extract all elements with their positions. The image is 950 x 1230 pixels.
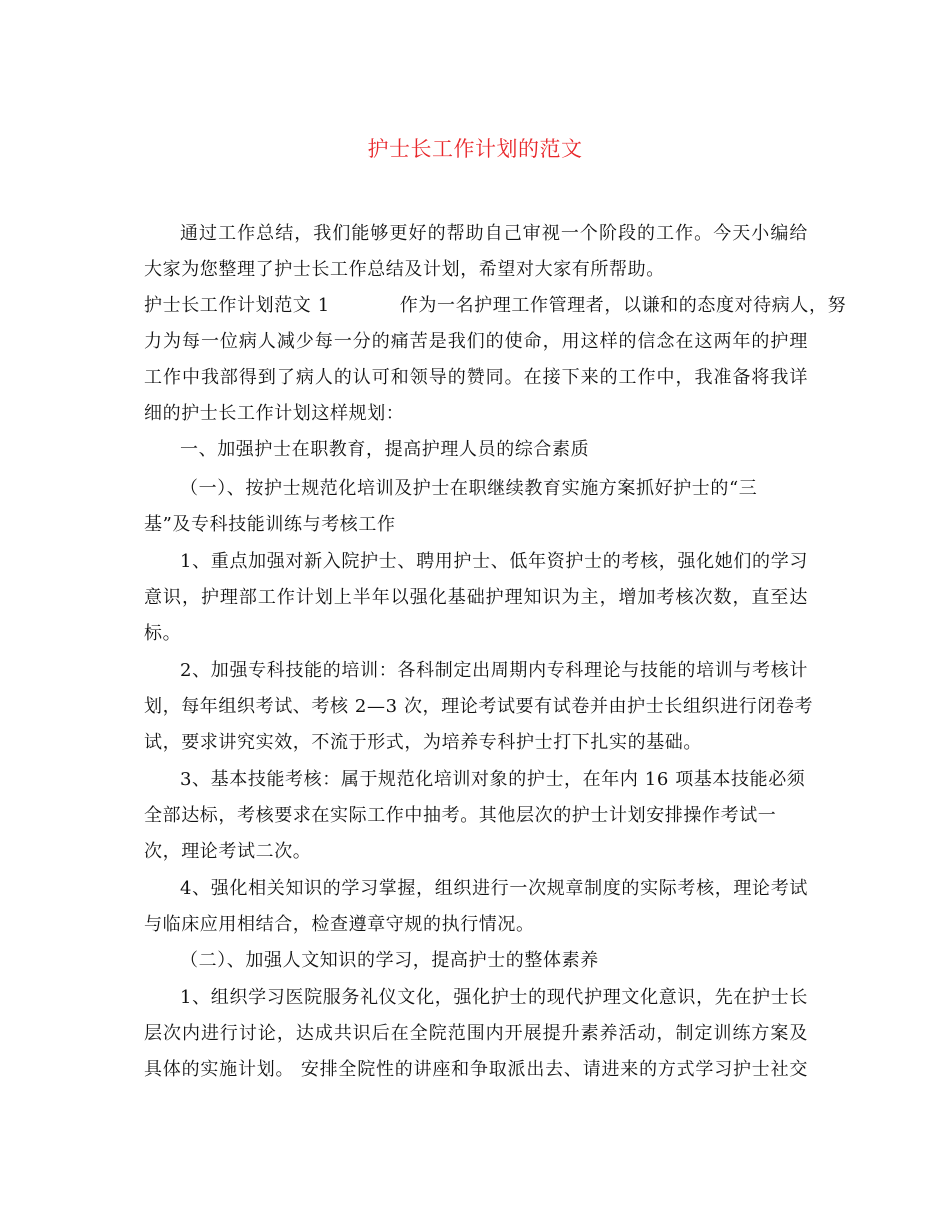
subsection-heading-cont: 基”及专科技能训练与考核工作 xyxy=(144,514,396,535)
paragraph-line: 力为每一位病人减少每一分的痛苦是我们的使命，用这样的信念在这两年的护理 xyxy=(144,331,808,352)
paragraph-line: 与临床应用相结合，检查遵章守规的执行情况。 xyxy=(144,914,535,935)
section-heading-inline: 护士长工作计划范文 1 xyxy=(144,295,330,316)
paragraph-line: 大家为您整理了护士长工作总结及计划，希望对大家有所帮助。 xyxy=(144,259,665,280)
paragraph-line: 通过工作总结，我们能够更好的帮助自己审视一个阶段的工作。今天小编给 xyxy=(180,223,808,244)
document-title: 护士长工作计划的范文 xyxy=(367,137,583,161)
paragraph-line: 1、组织学习医院服务礼仪文化，强化护士的现代护理文化意识，先在护士长 xyxy=(180,987,808,1008)
paragraph-line: 试，要求讲究实效，不流于形式，为培养专科护士打下扎实的基础。 xyxy=(144,732,702,753)
paragraph-line: 工作中我部得到了病人的认可和领导的赞同。在接下来的工作中，我准备将我详 xyxy=(144,367,808,388)
paragraph-line: 标。 xyxy=(144,623,182,644)
subsection-heading: （二）、加强人文知识的学习，提高护士的整体素养 xyxy=(180,950,599,971)
paragraph-line: 次，理论考试二次。 xyxy=(144,841,312,862)
section-heading: 一、加强护士在职教育，提高护理人员的综合素质 xyxy=(180,439,590,460)
paragraph-line: 3、基本技能考核：属于规范化培训对象的护士，在年内 16 项基本技能必须 xyxy=(180,769,806,790)
paragraph-line: 意识，护理部工作计划上半年以强化基础护理知识为主，增加考核次数，直至达 xyxy=(144,587,808,608)
subsection-heading: （一）、按护士规范化培训及护士在职继续教育实施方案抓好护士的“三 xyxy=(180,478,758,499)
paragraph-line: 划，每年组织考试、考核 2—3 次，理论考试要有试卷并由护士长组织进行闭卷考 xyxy=(144,696,814,717)
paragraph-line: 4、强化相关知识的学习掌握，组织进行一次规章制度的实际考核，理论考试 xyxy=(180,878,808,899)
paragraph-text: 作为一名护理工作管理者，以谦和的态度对待病人，努 xyxy=(399,295,847,316)
paragraph-line: 层次内进行讨论，达成共识后在全院范围内开展提升素养活动，制定训练方案及 xyxy=(144,1023,808,1044)
paragraph-line: 1、重点加强对新入院护士、聘用护士、低年资护士的考核，强化她们的学习 xyxy=(180,551,808,572)
paragraph-line: 2、加强专科技能的培训：各科制定出周期内专科理论与技能的培训与考核计 xyxy=(180,660,808,681)
paragraph-line: 细的护士长工作计划这样规划： xyxy=(144,403,405,424)
paragraph-line: 具体的实施计划。 安排全院性的讲座和争取派出去、请进来的方式学习护士社交 xyxy=(144,1059,808,1080)
paragraph-line: 全部达标，考核要求在实际工作中抽考。其他层次的护士计划安排操作考试一 xyxy=(144,805,777,826)
paragraph-line xyxy=(144,293,847,319)
